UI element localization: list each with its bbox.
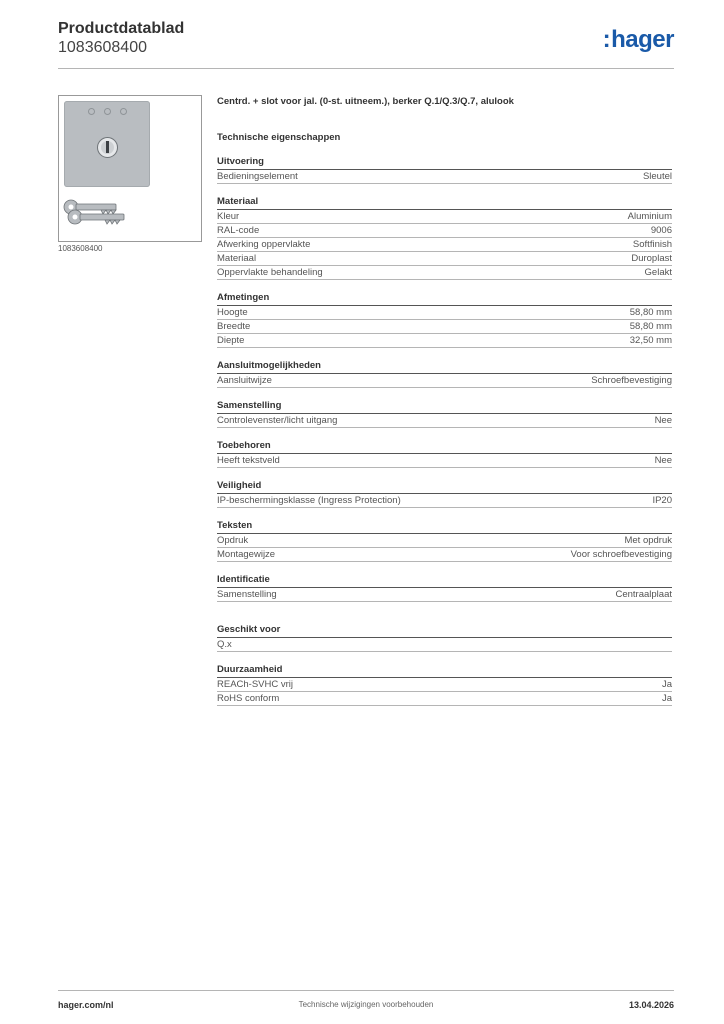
spec-row bbox=[217, 414, 672, 428]
spec-row bbox=[217, 374, 672, 388]
spec-section bbox=[217, 480, 672, 508]
spec-row bbox=[217, 494, 672, 508]
spec-row bbox=[217, 678, 672, 692]
key-lock-icon bbox=[97, 137, 118, 158]
product-image bbox=[58, 95, 202, 242]
spec-row bbox=[217, 306, 672, 320]
document-title: Productdatablad bbox=[58, 20, 185, 37]
spec-section bbox=[217, 520, 672, 562]
spec-label: RAL-code bbox=[217, 225, 260, 236]
symbol-dot-icon bbox=[120, 108, 127, 115]
logo-text: hager bbox=[611, 26, 674, 53]
spec-label: Afwerking oppervlakte bbox=[217, 239, 311, 250]
spec-row bbox=[217, 454, 672, 468]
spec-label: Breedte bbox=[217, 321, 251, 332]
spec-label: REACh-SVHC vrij bbox=[217, 679, 294, 690]
section-title: Uitvoering bbox=[217, 156, 672, 170]
section-title: Veiligheid bbox=[217, 480, 672, 494]
spec-value: Met opdruk bbox=[624, 535, 672, 546]
symbol-dot-icon bbox=[104, 108, 111, 115]
spec-section bbox=[217, 360, 672, 388]
spec-value: Aluminium bbox=[627, 211, 672, 222]
spec-row bbox=[217, 334, 672, 348]
spec-value: 58,80 mm bbox=[629, 321, 672, 332]
spec-label: IP-beschermingsklasse (Ingress Protection) bbox=[217, 495, 401, 506]
spec-value: Nee bbox=[654, 455, 672, 466]
spec-value: 9006 bbox=[650, 225, 672, 236]
hager-logo: :hager bbox=[602, 26, 674, 53]
spec-label: Montagewijze bbox=[217, 549, 276, 560]
section-title: Duurzaamheid bbox=[217, 664, 672, 678]
product-description: Centrd. + slot voor jal. (0-st. uitneem.), berker Q.1/Q.3/Q.7, alulook bbox=[217, 96, 514, 107]
spec-section bbox=[217, 624, 672, 652]
spec-label: Samenstelling bbox=[217, 589, 277, 600]
spec-value: Gelakt bbox=[644, 267, 672, 278]
spec-label: RoHS conform bbox=[217, 693, 280, 704]
footer-website: hager.com/nl bbox=[58, 1000, 114, 1010]
spec-value: Ja bbox=[661, 679, 672, 690]
spec-section bbox=[217, 196, 672, 280]
spec-value: Duroplast bbox=[631, 253, 672, 264]
spec-section bbox=[217, 574, 672, 602]
spec-row bbox=[217, 320, 672, 334]
spec-value: 58,80 mm bbox=[629, 307, 672, 318]
spec-label: Diepte bbox=[217, 335, 245, 346]
spec-row bbox=[217, 252, 672, 266]
spec-row bbox=[217, 170, 672, 184]
spec-value: Softfinish bbox=[632, 239, 672, 250]
spec-row bbox=[217, 548, 672, 562]
spec-value: 32,50 mm bbox=[629, 335, 672, 346]
spec-section bbox=[217, 156, 672, 184]
spec-label: Hoogte bbox=[217, 307, 248, 318]
technical-properties-title: Technische eigenschappen bbox=[217, 132, 341, 143]
spec-label: Aansluitwijze bbox=[217, 375, 272, 386]
spec-row bbox=[217, 692, 672, 706]
spec-section bbox=[217, 664, 672, 706]
spec-row bbox=[217, 638, 672, 652]
spec-row bbox=[217, 224, 672, 238]
section-title: Materiaal bbox=[217, 196, 672, 210]
spec-label: Q.x bbox=[217, 639, 232, 650]
spec-label: Bedieningselement bbox=[217, 171, 298, 182]
cover-plate-image bbox=[64, 101, 150, 187]
spec-label: Kleur bbox=[217, 211, 240, 222]
spec-value: Voor schroefbevestiging bbox=[570, 549, 672, 560]
section-title: Aansluitmogelijkheden bbox=[217, 360, 672, 374]
spec-content bbox=[217, 96, 672, 706]
spec-row bbox=[217, 588, 672, 602]
product-number: 1083608400 bbox=[58, 39, 147, 56]
spec-label: Materiaal bbox=[217, 253, 257, 264]
footer-date: 13.04.2026 bbox=[628, 1000, 674, 1010]
spec-label: Oppervlakte behandeling bbox=[217, 267, 323, 278]
footer-disclaimer: Technische wijzigingen voorbehouden bbox=[298, 1000, 434, 1009]
page-header bbox=[58, 20, 674, 69]
spec-section bbox=[217, 400, 672, 428]
section-title: Samenstelling bbox=[217, 400, 672, 414]
spec-row bbox=[217, 534, 672, 548]
keys-icon bbox=[61, 191, 131, 231]
spec-value: Centraalplaat bbox=[615, 589, 672, 600]
section-title: Teksten bbox=[217, 520, 672, 534]
spec-row bbox=[217, 266, 672, 280]
spec-section bbox=[217, 440, 672, 468]
spec-value: Sleutel bbox=[642, 171, 672, 182]
spec-value: Schroefbevestiging bbox=[591, 375, 672, 386]
spec-value: Ja bbox=[661, 693, 672, 704]
spec-label: Opdruk bbox=[217, 535, 249, 546]
spec-row bbox=[217, 210, 672, 224]
spec-value: IP20 bbox=[652, 495, 672, 506]
section-title: Identificatie bbox=[217, 574, 672, 588]
spec-label: Heeft tekstveld bbox=[217, 455, 280, 466]
spec-value: Nee bbox=[654, 415, 672, 426]
spec-sections bbox=[217, 156, 672, 706]
section-title: Geschikt voor bbox=[217, 624, 672, 638]
section-title: Afmetingen bbox=[217, 292, 672, 306]
spec-label: Controlevenster/licht uitgang bbox=[217, 415, 338, 426]
symbol-dot-icon bbox=[88, 108, 95, 115]
spec-section bbox=[217, 292, 672, 348]
section-title: Toebehoren bbox=[217, 440, 672, 454]
page-footer bbox=[58, 990, 674, 1015]
image-caption: 1083608400 bbox=[58, 244, 103, 253]
spec-row bbox=[217, 238, 672, 252]
